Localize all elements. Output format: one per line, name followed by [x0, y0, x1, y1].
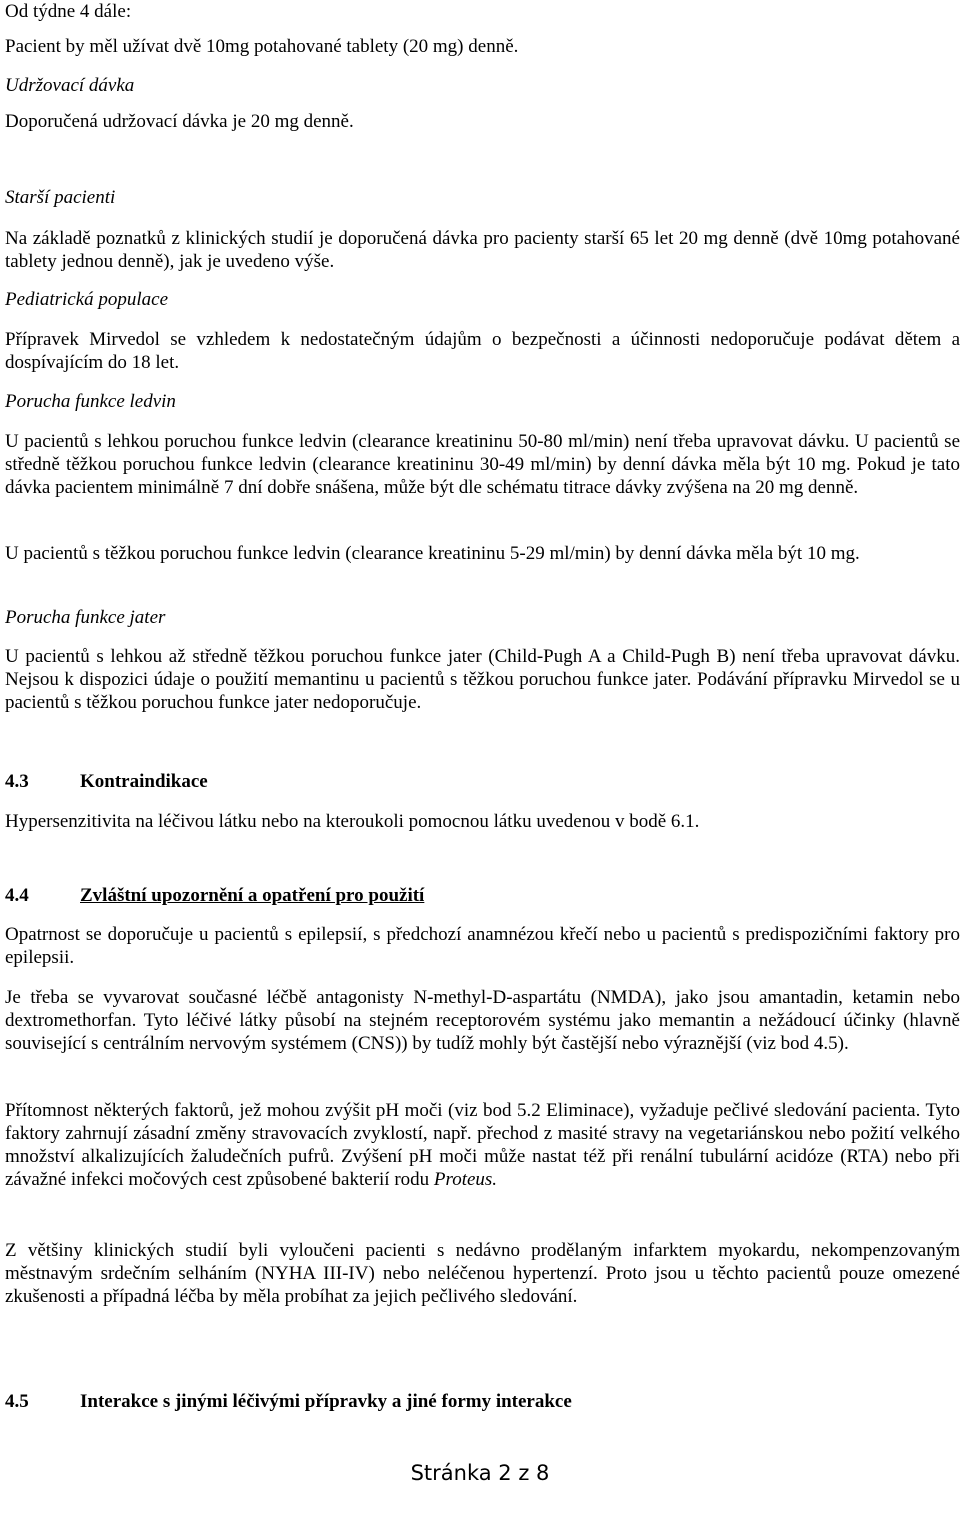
subheading-elderly: Starší pacienti — [5, 187, 116, 208]
paragraph-renal-2: U pacientů s těžkou poruchou funkce ledvin (clearance kreatininu 5-29 ml/min) by denní dávka měla být 10 mg. — [5, 543, 860, 564]
page-number-footer: Stránka 2 z 8 — [410, 1461, 550, 1485]
section-number: 4.3 — [5, 771, 29, 792]
paragraph-warnings-3 — [5, 1099, 960, 1191]
subheading-renal: Porucha funkce ledvin — [5, 391, 176, 412]
italic-genus-name: Proteus. — [433, 1169, 498, 1190]
paragraph-text: Přítomnost některých faktorů, jež mohou zvýšit pH moči (viz bod 5.2 Eliminace), vyžaduje pečlivé sledování pacienta. Tyto faktory zahrnují zásadní změny stravovacích zvyklostí, např. přechod z masité stravy na vegetariánskou nebo požití velkého množství alkalizujících žaludečních pufrů. Zvýšení pH moči může nastat též při renální tubulární acidóze (RTA) nebo při závažné infekci močových cest způsobené bakterií rodu — [5, 1100, 960, 1190]
paragraph-maintenance-dose: Doporučená udržovací dávka je 20 mg denně. — [5, 111, 354, 132]
section-title: Kontraindikace — [80, 771, 208, 792]
paragraph-contraindications: Hypersenzitivita na léčivou látku nebo na kteroukoli pomocnou látku uvedenou v bodě 6.1. — [5, 811, 700, 832]
paragraph-week4: Od týdne 4 dále: — [5, 1, 132, 22]
paragraph-warnings-4: Z většiny klinických studií byli vyloučeni pacienti s nedávno prodělaným infarktem myokardu, nekompenzovaným městnavým srdečním selháním (NYHA III-IV) nebo neléčenou hypertenzí. Proto jsou u těchto pacientů pouze omezené zkušenosti a případná léčba by měla probíhat za jejich pečlivého sledování. — [5, 1240, 960, 1307]
paragraph-pediatric: Přípravek Mirvedol se vzhledem k nedostatečným údajům o bezpečnosti a účinnosti nedoporučuje podávat dětem a dospívajícím do 18 let. — [5, 329, 960, 373]
section-number: 4.5 — [5, 1391, 29, 1412]
section-title: Zvláštní upozornění a opatření pro použití — [80, 885, 425, 906]
paragraph-hepatic: U pacientů s lehkou až středně těžkou poruchou funkce jater (Child-Pugh A a Child-Pugh B) není třeba upravovat dávku. Nejsou k dispozici údaje o použití memantinu u pacientů s těžkou poruchou funkce jater. Podávání přípravku Mirvedol se u pacientů s těžkou poruchou funkce jater nedoporučuje. — [5, 646, 960, 713]
paragraph-elderly: Na základě poznatků z klinických studií je doporučená dávka pro pacienty starší 65 let 20 mg denně (dvě 10mg potahované tablety jednou denně), jak je uvedeno výše. — [5, 228, 960, 272]
paragraph-week4-dose: Pacient by měl užívat dvě 10mg potahované tablety (20 mg) denně. — [5, 36, 519, 57]
section-number: 4.4 — [5, 885, 29, 906]
section-heading-4-5 — [5, 1390, 960, 1413]
paragraph-warnings-1: Opatrnost se doporučuje u pacientů s epilepsií, s předchozí anamnézou křečí nebo u pacientů s predispozičními faktory pro epilepsii. — [5, 924, 960, 968]
paragraph-renal-1: U pacientů s lehkou poruchou funkce ledvin (clearance kreatininu 50-80 ml/min) není třeba upravovat dávku. U pacientů se středně těžkou poruchou funkce ledvin (clearance kreatininu 30-49 ml/min) by denní dávka měla být 10 mg. Pokud je tato dávka pacientem minimálně 7 dní dobře snášena, může být dle schématu titrace dávky zvýšena na 20 mg denně. — [5, 431, 960, 498]
subheading-maintenance-dose: Udržovací dávka — [5, 75, 135, 96]
section-title: Interakce s jinými léčivými přípravky a jiné formy interakce — [80, 1391, 572, 1412]
subheading-pediatric: Pediatrická populace — [5, 289, 169, 310]
section-heading-4-3 — [5, 770, 960, 793]
paragraph-warnings-2: Je třeba se vyvarovat současné léčbě antagonisty N-methyl-D-aspartátu (NMDA), jako jsou amantadin, ketamin nebo dextromethorfan. Tyto léčivé látky působí na stejném receptorovém systému jako memantin a nežádoucí účinky (hlavně související s centrálním nervovým systémem (CNS)) by tudíž mohly být častější nebo výraznější (viz bod 4.5). — [5, 987, 960, 1054]
section-heading-4-4 — [5, 884, 960, 907]
subheading-hepatic: Porucha funkce jater — [5, 607, 166, 628]
